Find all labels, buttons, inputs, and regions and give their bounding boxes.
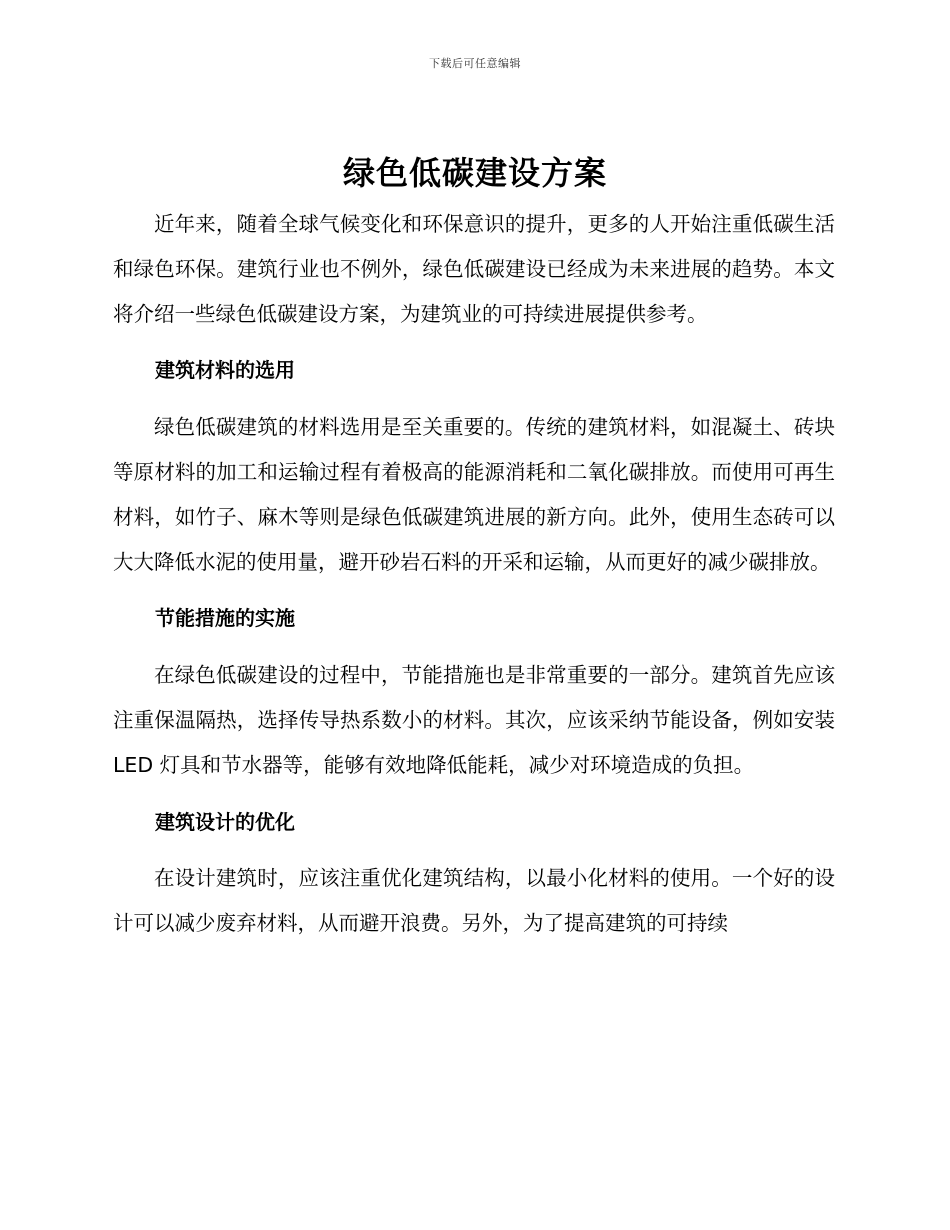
section-materials: [113, 348, 835, 584]
intro-paragraph: 近年来，随着全球气候变化和环保意识的提升，更多的人开始注重低碳生活和绿色环保。建筑行业也不例外，绿色低碳建设已经成为未来进展的趋势。本文将介绍一些绿色低碳建设方案，为建筑业的可持续进展提供参考。: [113, 212, 835, 326]
document-body: [113, 202, 835, 946]
section-design-optimization: [113, 800, 835, 946]
section-heading: 建筑设计的优化: [155, 809, 295, 834]
section-heading: 节能措施的实施: [155, 606, 295, 631]
section-paragraph: 在绿色低碳建设的过程中，节能措施也是非常重要的一部分。建筑首先应该注重保温隔热，选择传导热系数小的材料。其次，应该采纳节能设备，例如安装 LED 灯具和节水器等，能够有效地降低能耗，减少对环境造成的负担。: [113, 663, 835, 777]
section-paragraph: 在设计建筑时，应该注重优化建筑结构，以最小化材料的使用。一个好的设计可以减少废弃材料，从而避开浪费。另外，为了提高建筑的可持续: [113, 866, 835, 936]
section-paragraph: 绿色低碳建筑的材料选用是至关重要的。传统的建筑材料，如混凝土、砖块等原材料的加工和运输过程有着极高的能源消耗和二氧化碳排放。而使用可再生材料，如竹子、麻木等则是绿色低碳建筑进展的新方向。此外，使用生态砖可以大大降低水泥的使用量，避开砂岩石料的开采和运输，从而更好的减少碳排放。: [113, 415, 835, 574]
document-title: 绿色低碳建设方案: [342, 154, 607, 192]
header-note: 下载后可任意编辑: [429, 57, 521, 70]
section-heading: 建筑材料的选用: [155, 358, 295, 383]
section-energy-saving: [113, 596, 835, 787]
